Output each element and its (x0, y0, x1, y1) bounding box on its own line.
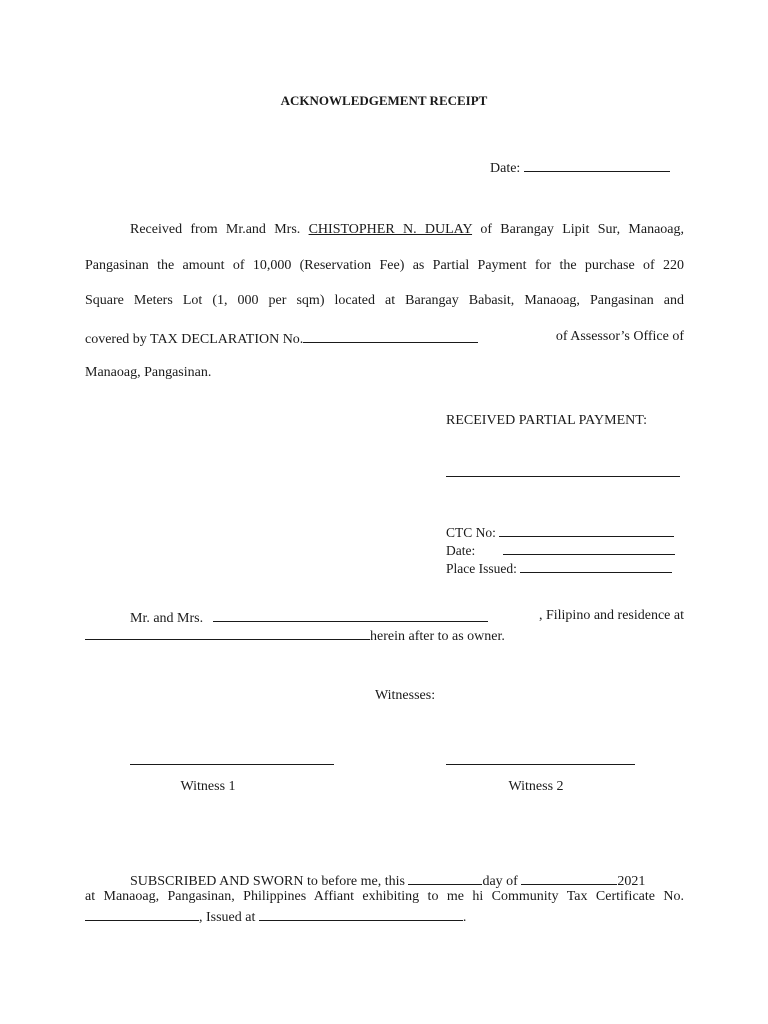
sworn-day-blank (408, 871, 482, 885)
owner-line-1-start (130, 608, 488, 627)
owner-name-blank (213, 608, 488, 622)
tax-declaration-blank (303, 329, 478, 343)
body-text: covered by TAX DECLARATION No. (85, 332, 304, 347)
sworn-text: . (462, 910, 467, 925)
certificate-number-blank (85, 907, 199, 921)
sworn-year: 2021 (617, 874, 646, 889)
witness-2-signature-line (446, 751, 635, 765)
sworn-line-2: at Manaoag, Pangasinan, Philippines Affiant exhibiting to me hi Community Tax Certificate No. (85, 889, 684, 904)
date-field (490, 158, 670, 177)
ctc-date-label: Date: (446, 543, 476, 558)
body-line-4 (85, 329, 478, 348)
sworn-month-blank (521, 871, 617, 885)
witness-2-label: Witness 2 (508, 779, 564, 794)
date-blank (524, 158, 670, 172)
sworn-text: SUBSCRIBED AND SWORN to before me, this (130, 874, 405, 889)
ctc-date-row (446, 541, 675, 559)
body-line-3: Square Meters Lot (1, 000 per sqm) located at Barangay Babasit, Manaoag, Pangasinan and (85, 293, 684, 308)
place-issued-blank (520, 559, 672, 573)
owner-line-1-end: , Filipino and residence at (538, 608, 684, 623)
sworn-line-3 (85, 907, 466, 926)
body-line-1 (130, 222, 684, 238)
witness-1-signature-line (130, 751, 334, 765)
body-text: Received from Mr.and Mrs. (130, 222, 301, 237)
payer-name: CHISTOPHER N. DULAY (308, 222, 473, 237)
date-label: Date: (490, 161, 521, 176)
owner-text: herein after to as owner. (370, 629, 505, 644)
body-text: of Barangay Lipit Sur, Manaoag, (480, 222, 684, 237)
sworn-line-1 (130, 871, 645, 890)
residence-blank (85, 626, 370, 640)
signature-line-receiver (446, 463, 680, 477)
issued-at-blank (259, 907, 463, 921)
ctc-label: CTC No: (446, 525, 496, 540)
sworn-text: , Issued at (199, 910, 256, 925)
ctc-blank (499, 523, 674, 537)
ctc-date-blank (503, 541, 675, 555)
body-line-5: Manaoag, Pangasinan. (85, 365, 212, 380)
owner-text: Mr. and Mrs. (130, 611, 204, 626)
ctc-row (446, 523, 674, 541)
sworn-text: day of (482, 874, 518, 889)
witnesses-label: Witnesses: (375, 688, 436, 703)
body-line-4-end: of Assessor’s Office of (555, 329, 684, 344)
place-issued-label: Place Issued: (446, 561, 517, 576)
place-issued-row (446, 559, 672, 577)
received-partial-payment-label: RECEIVED PARTIAL PAYMENT: (446, 413, 647, 428)
body-line-2: Pangasinan the amount of 10,000 (Reservation Fee) as Partial Payment for the purchase of 220 (85, 258, 684, 273)
witness-1-label: Witness 1 (180, 779, 236, 794)
document-title: ACKNOWLEDGEMENT RECEIPT (280, 93, 488, 108)
owner-line-2 (85, 626, 505, 645)
